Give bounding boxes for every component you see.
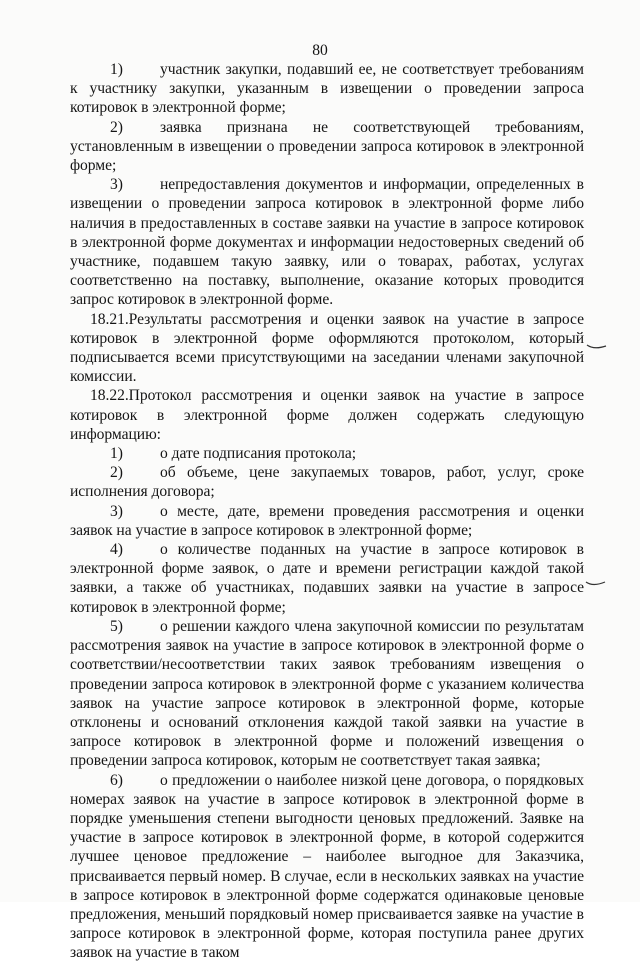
item-number: 1) [110, 61, 123, 78]
pen-mark [585, 580, 607, 588]
clause-18-22: 18.22.Протокол рассмотрения и оценки заявок на участие в запросе котировок в электронной форме должен содержать следующую информацию: [70, 387, 584, 443]
list-item [70, 463, 584, 501]
item-text: непредоставления документов и информации, определенных в извещении о проведении запроса котировок в электронной форме либо наличия в предоставленных в составе заявки на участие в запросе котировок в электронной форме документах и информации недостоверных сведений об участнике, подавшем такую заявку, или о товарах, работах, услугах соответственно на поставку, выполнение, оказание которых проводится запрос котировок в электронной форме. [70, 176, 584, 309]
list-item [70, 60, 584, 118]
list-item [70, 118, 584, 176]
item-number: 2) [110, 464, 123, 482]
clause-18-21: 18.21.Результаты рассмотрения и оценки заявок на участие в запросе котировок в электронной форме оформляются протоколом, который подписывается всеми присутствующими на заседании членами закупочной комиссии. [70, 310, 584, 386]
item-text: о месте, дате, времени проведения рассмотрения и оценки заявок на участие в запросе котировок в электронной форме; [70, 502, 584, 539]
list-item [70, 771, 584, 963]
item-number: 1) [110, 445, 123, 463]
item-text: о предложении о наиболее низкой цене договора, о порядковых номерах заявок на участие в запросе котировок в электронной форме в порядке уменьшения степени выгодности ценовых предложений. Заявке на участие в запросе котировок в электронной форме, в которой содержится лучшее ценовое предложение – наиболее выгодное для Заказчика, присваивается первый номер. В случае, если в нескольких заявках на участие в запросе котировок в электронной форме содержатся одинаковые ценовые предложения, меньший порядковый номер присваивается заявке на участие в запросе котировок в электронной форме, которая поступила ранее других заявок на участие в таком [70, 771, 584, 962]
list-item [70, 175, 584, 309]
document-body [70, 60, 584, 963]
item-text: заявка признана не соответствующей требованиям, установленным в извещении о проведении запроса котировок в электронной форме; [70, 118, 584, 175]
item-number: 5) [110, 617, 123, 635]
item-text: участник закупки, подавший ее, не соответствует требованиям к участнику закупки, указанным в извещении о проведении запроса котировок в электронной форме; [70, 61, 584, 117]
item-number: 4) [110, 541, 123, 559]
pen-mark [586, 343, 608, 351]
item-text: о решении каждого члена закупочной комиссии по результатам рассмотрения заявок на участие в запросе котировок в электронной форме о соответствии/несоответствии таких заявок требованиям извещения о проведении запроса котировок в электронной форме с указанием количества заявок на участие запросе котировок в электронной форме, которые отклонены и оснований отклонения каждой такой заявки на участие в запросе котировок в электронной форме и положений извещения о проведении запроса котировок, которым не соответствует такая заявка; [70, 617, 584, 770]
page-number: 80 [312, 42, 328, 59]
item-number: 2) [110, 118, 123, 136]
list-item [70, 617, 584, 771]
list-item [70, 540, 584, 617]
item-text: о дате подписания протокола; [160, 445, 357, 463]
item-text: о количестве поданных на участие в запросе котировок в электронной форме заявок, о дате и времени регистрации каждой такой заявки, а также об участниках, подавших заявки на участие в запросе котировок в электронной форме; [70, 541, 584, 616]
list-item [70, 444, 584, 463]
list-item [70, 502, 584, 540]
item-number: 6) [110, 771, 123, 789]
item-text: об объеме, цене закупаемых товаров, работ, услуг, сроке исполнения договора; [70, 464, 584, 501]
item-number: 3) [110, 176, 123, 194]
item-number: 3) [110, 502, 123, 520]
